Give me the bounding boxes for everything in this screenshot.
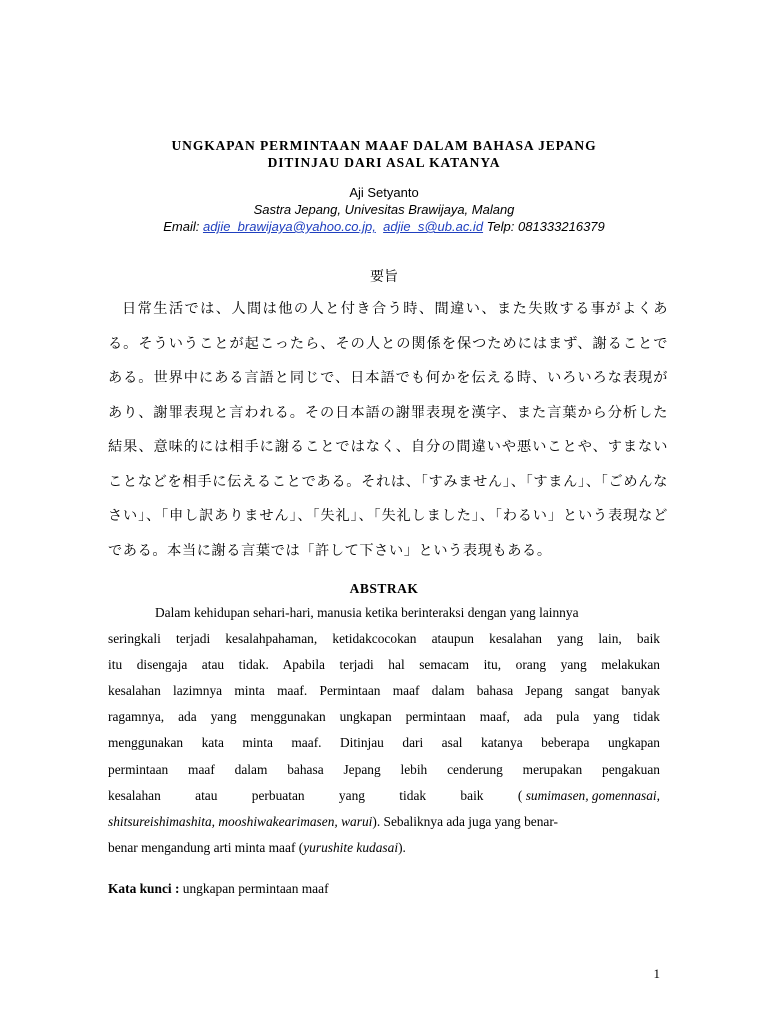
abstrak-line: ragamnya, ada yang menggunakan ungkapan permintaan maaf, ada pula yang tidak: [108, 709, 660, 725]
author-contact: [0, 219, 768, 234]
abstrak-line-8-text: kesalahan atau perbuatan yang tidak baik (: [108, 787, 523, 803]
author-name: Aji Setyanto: [349, 185, 419, 200]
abstrak-line-10-text: benar mengandung arti minta maaf (: [108, 839, 304, 855]
abstrak-line: permintaan maaf dalam bahasa Jepang lebih cenderung merupakan pengakuan: [108, 761, 660, 777]
abstrak-line: menggunakan kata minta maaf. Ditinjau dari asal katanya beberapa ungkapan: [108, 735, 660, 751]
abstrak-line: kesalahan lazimnya minta maaf. Permintaan maaf dalam bahasa Jepang sangat banyak: [108, 683, 660, 699]
abstrak-line: Dalam kehidupan sehari-hari, manusia ketika berinteraksi dengan yang lainnya: [155, 605, 579, 620]
abstrak-line-9-text: ). Sebaliknya ada juga yang benar-: [372, 813, 558, 829]
abstrak-line: [108, 809, 660, 835]
abstrak-line: [108, 835, 660, 861]
abstrak-line: itu disengaja atau tidak. Apabila terjadi hal semacam itu, orang yang melakukan: [108, 657, 660, 673]
yoshi-body: 日常生活では、人間は他の人と付き合う時、間違い、また失敗する事がよくある。そういうことが起こったら、その人との関係を保つためにはまず、謝ることである。世界中にある言語と同じで、日本語でも何かを伝える時、いろいろな表現があり、謝罪表現と言われる。その日本語の謝罪表現を漢字、また言葉から分析した結果、意味的には相手に謝ることではなく、自分の間違いや悪いことや、すまないことなどを相手に伝えることである。それは、「すみません」、「すまん」、「ごめんなさい」、「申し訳ありません」、「失礼」、「失礼しました」、「わるい」という表現などである。本当に謝る言葉では「許して下さい」という表現もある。: [108, 301, 668, 559]
abstrak-line-9-terms: shitsureishimashita, mooshiwakearimasen, warui: [108, 813, 373, 829]
paper-title-line-1: UNGKAPAN PERMINTAAN MAAF DALAM BAHASA JEPANG: [171, 138, 597, 153]
email-label: Email:: [163, 219, 203, 234]
abstrak-heading: ABSTRAK: [349, 581, 419, 596]
abstrak-line-10-term: yurushite kudasai: [303, 839, 399, 855]
abstrak-line: seringkali terjadi kesalahpahaman, ketidakcocokan ataupun kesalahan yang lain, baik: [108, 631, 660, 647]
paper-title-line-2: DITINJAU DARI ASAL KATANYA: [267, 155, 501, 170]
email-link-yahoo[interactable]: adjie_brawijaya@yahoo.co.jp,: [202, 219, 376, 234]
keywords-value: ungkapan permintaan maaf: [179, 881, 329, 896]
abstrak-line-8-terms: sumimasen, gomennasai,: [525, 787, 660, 803]
yoshi-heading: 要旨: [370, 269, 398, 285]
keywords: [108, 881, 329, 897]
author-affiliation: Sastra Jepang, Univesitas Brawijaya, Malang: [253, 202, 515, 217]
page-number: 1: [653, 966, 660, 981]
abstrak-line-10-end: ).: [398, 839, 406, 855]
email-link-ub[interactable]: adjie_s@ub.ac.id: [383, 219, 484, 234]
keywords-label: Kata kunci :: [108, 881, 180, 896]
abstrak-body: [108, 600, 660, 861]
telp-text: Telp: 081333216379: [483, 219, 605, 234]
abstrak-line: [108, 783, 660, 809]
